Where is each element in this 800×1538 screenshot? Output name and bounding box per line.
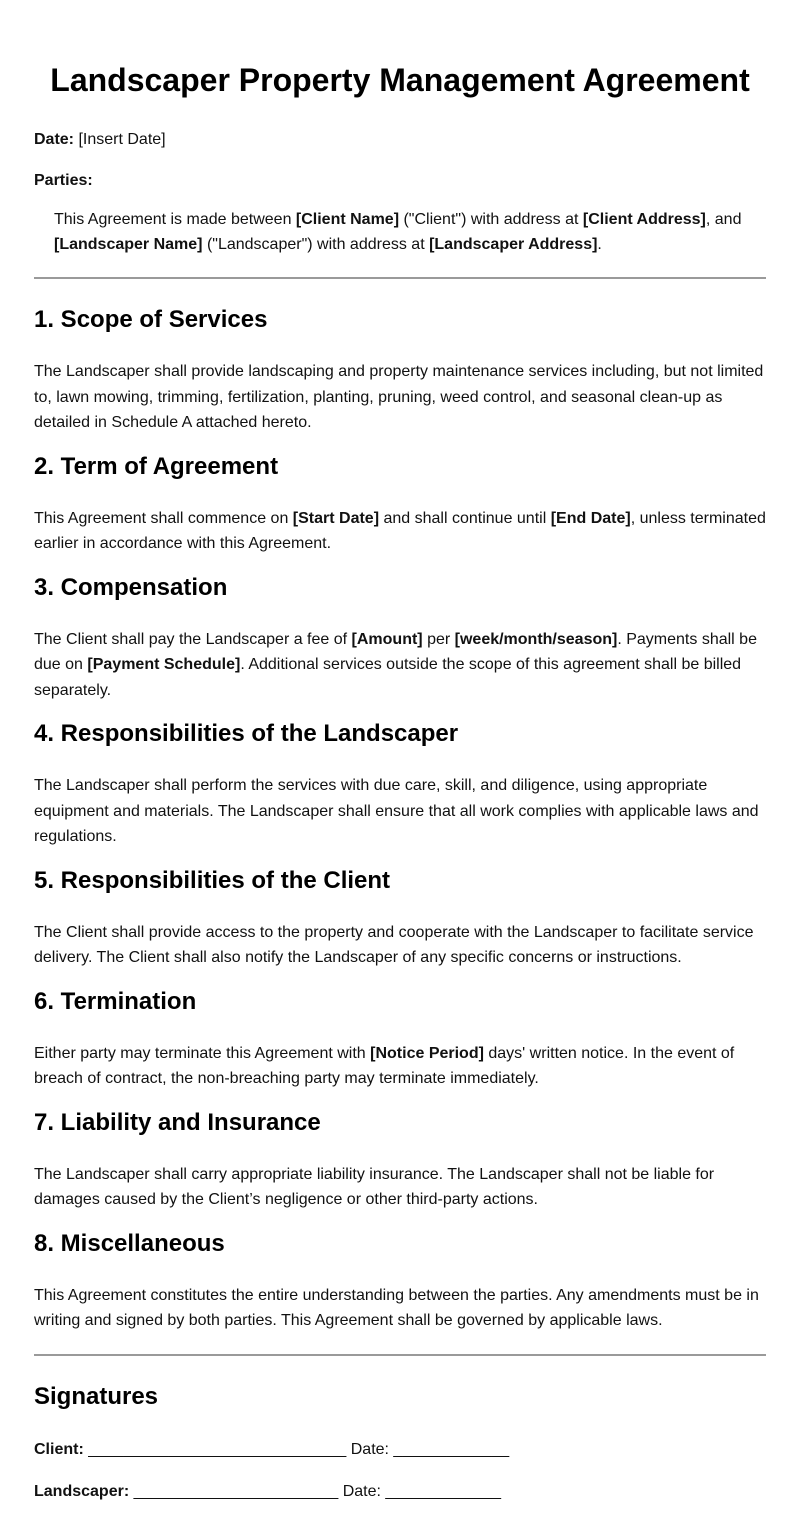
- section-heading-compensation: 3. Compensation: [34, 573, 228, 601]
- period-placeholder: [week/month/season]: [454, 630, 618, 648]
- client-signature-label: Client:: [34, 1440, 84, 1458]
- client-name-placeholder: [Client Name]: [295, 211, 400, 228]
- landscaper-date-blank: _____________: [380, 1482, 502, 1500]
- section-text-segment: . Payments shall be due on: [34, 630, 757, 673]
- document-title: Landscaper Property Management Agreement: [50, 62, 750, 98]
- parties-label: Parties:: [34, 172, 93, 189]
- landscaper-name-placeholder: [Landscaper Name]: [54, 236, 203, 253]
- date-value: [Insert Date]: [78, 131, 166, 148]
- client-signature-blank: _____________________________: [83, 1440, 351, 1458]
- notice-period-placeholder: [Notice Period]: [370, 1044, 484, 1062]
- section-body-termination: [34, 1041, 766, 1092]
- landscaper-date-label: Date:: [342, 1482, 381, 1500]
- parties-text-segment: , and: [705, 211, 742, 228]
- parties-statement: [54, 207, 766, 257]
- section-body-compensation: [34, 627, 766, 704]
- section-heading-client-responsibilities: 5. Responsibilities of the Client: [34, 866, 391, 894]
- parties-text-segment: .: [597, 236, 602, 253]
- start-date-placeholder: [Start Date]: [292, 509, 380, 527]
- section-text-segment: The Client shall pay the Landscaper a fee of: [34, 630, 352, 648]
- section-text-segment: . Additional services outside the scope of this agreement shall be billed separately.: [34, 656, 742, 699]
- section-text-segment: and shall continue until: [379, 509, 551, 527]
- signatures-heading: Signatures: [34, 1382, 159, 1410]
- date-line: [34, 128, 766, 152]
- section-divider: [34, 277, 766, 279]
- section-heading-term: 2. Term of Agreement: [34, 452, 279, 480]
- end-date-placeholder: [End Date]: [550, 509, 631, 527]
- section-body-term: [34, 506, 766, 557]
- section-text-segment: days' written notice. In the event of breach of contract, the non-breaching party may terminate immediately.: [34, 1044, 735, 1087]
- section-body-scope: The Landscaper shall provide landscaping and property maintenance services including, but not limited to, lawn mowing, trimming, fertilization, planting, pruning, weed control, and seasonal clean-up as detailed in Schedule A attached hereto.: [34, 363, 764, 431]
- section-heading-termination: 6. Termination: [34, 987, 197, 1015]
- landscaper-signature-line: [34, 1480, 766, 1504]
- client-date-label: Date:: [350, 1440, 389, 1458]
- landscaper-signature-label: Landscaper:: [34, 1482, 130, 1500]
- section-body-landscaper-responsibilities: The Landscaper shall perform the services with due care, skill, and diligence, using appropriate equipment and materials. The Landscaper shall ensure that all work complies with applicable laws and regulations.: [34, 777, 759, 845]
- payment-schedule-placeholder: [Payment Schedule]: [87, 656, 241, 673]
- client-signature-line: [34, 1438, 766, 1462]
- section-text-segment: , unless terminated earlier in accordance with this Agreement.: [34, 509, 766, 552]
- section-heading-landscaper-responsibilities: 4. Responsibilities of the Landscaper: [34, 720, 459, 747]
- section-heading-scope: 1. Scope of Services: [34, 306, 268, 333]
- amount-placeholder: [Amount]: [351, 630, 423, 648]
- parties-text-segment: ("Client") with address at: [399, 211, 583, 228]
- section-body-miscellaneous: This Agreement constitutes the entire understanding between the parties. Any amendments must be in writing and signed by both parties. This Agreement shall be governed by applicable laws.: [34, 1286, 759, 1329]
- section-divider: [34, 1354, 766, 1356]
- client-address-placeholder: [Client Address]: [582, 211, 706, 228]
- section-text-segment: Either party may terminate this Agreement with: [34, 1044, 371, 1062]
- client-date-blank: _____________: [388, 1440, 510, 1458]
- landscaper-address-placeholder: [Landscaper Address]: [429, 236, 598, 253]
- section-heading-liability: 7. Liability and Insurance: [34, 1108, 321, 1136]
- parties-text-segment: ("Landscaper") with address at: [202, 236, 430, 253]
- section-body-liability: The Landscaper shall carry appropriate liability insurance. The Landscaper shall not be liable for damages caused by the Client’s negligence or other third-party actions.: [34, 1165, 715, 1208]
- section-text-segment: per: [422, 630, 455, 648]
- section-heading-miscellaneous: 8. Miscellaneous: [34, 1229, 225, 1257]
- parties-text-segment: This Agreement is made between: [54, 211, 296, 228]
- landscaper-signature-blank: _______________________: [129, 1482, 343, 1500]
- section-text-segment: This Agreement shall commence on: [34, 509, 293, 527]
- date-label: Date:: [34, 131, 75, 148]
- section-body-client-responsibilities: The Client shall provide access to the property and cooperate with the Landscaper to facilitate service delivery. The Client shall also notify the Landscaper of any specific concerns or instructions.: [34, 923, 754, 966]
